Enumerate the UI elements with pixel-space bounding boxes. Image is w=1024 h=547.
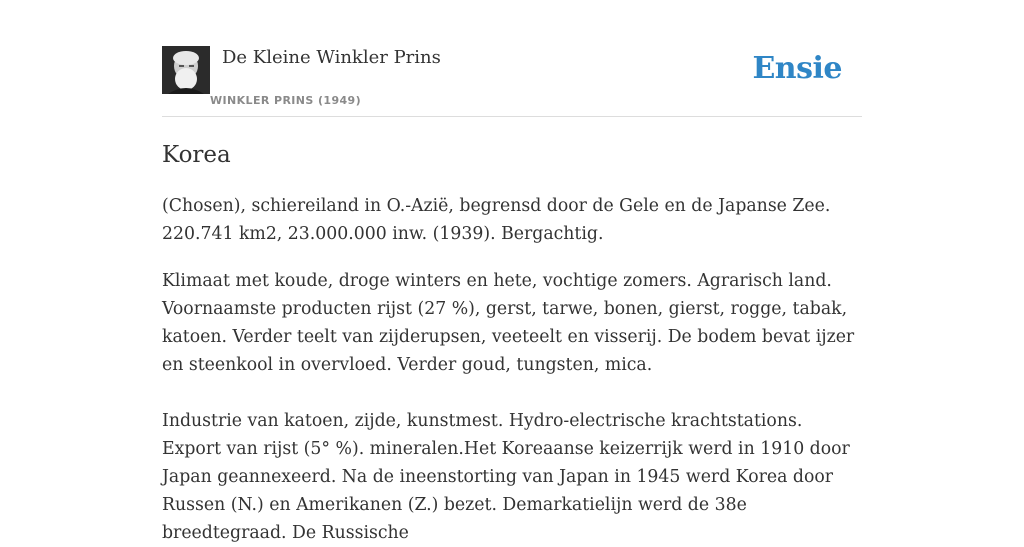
- source-title[interactable]: De Kleine Winkler Prins: [222, 47, 441, 68]
- source-avatar[interactable]: [162, 46, 210, 94]
- article-paragraph: Industrie van katoen, zijde, kunstmest. Hydro-electrische krachtstations. Export van rijst (5° %). mineralen.Het Koreaanse keizerrijk werd in 1910 door Japan geannexeerd. Na de ineenstorting van Japan in 1945 werd Korea door Russen (N.) en Amerikanen (Z.) bezet. Demarkatielijn werd de 38e breedtegraad. De Russische: [162, 411, 850, 543]
- article-paragraph: (Chosen), schiereiland in O.-Azië, begrensd door de Gele en de Japanse Zee. 220.741 km2, 23.000.000 inw. (1939). Bergachtig.: [162, 196, 831, 244]
- portrait-icon: [162, 46, 210, 94]
- article-title: Korea: [162, 142, 231, 168]
- ensie-logo[interactable]: Ensie: [752, 51, 842, 86]
- source-subtitle[interactable]: WINKLER PRINS (1949): [210, 94, 362, 107]
- article-paragraph: Klimaat met koude, droge winters en hete, vochtige zomers. Agrarisch land. Voornaamste producten rijst (27 %), gerst, tarwe, bonen, gierst, rogge, tabak, katoen. Verder teelt van zijderupsen, veeteelt en visserij. De bodem bevat ijzer en steenkool in overvloed. Verder goud, tungsten, mica.: [162, 271, 855, 375]
- source-header: [162, 0, 862, 117]
- article-body: [162, 192, 862, 547]
- page-container: [162, 0, 862, 543]
